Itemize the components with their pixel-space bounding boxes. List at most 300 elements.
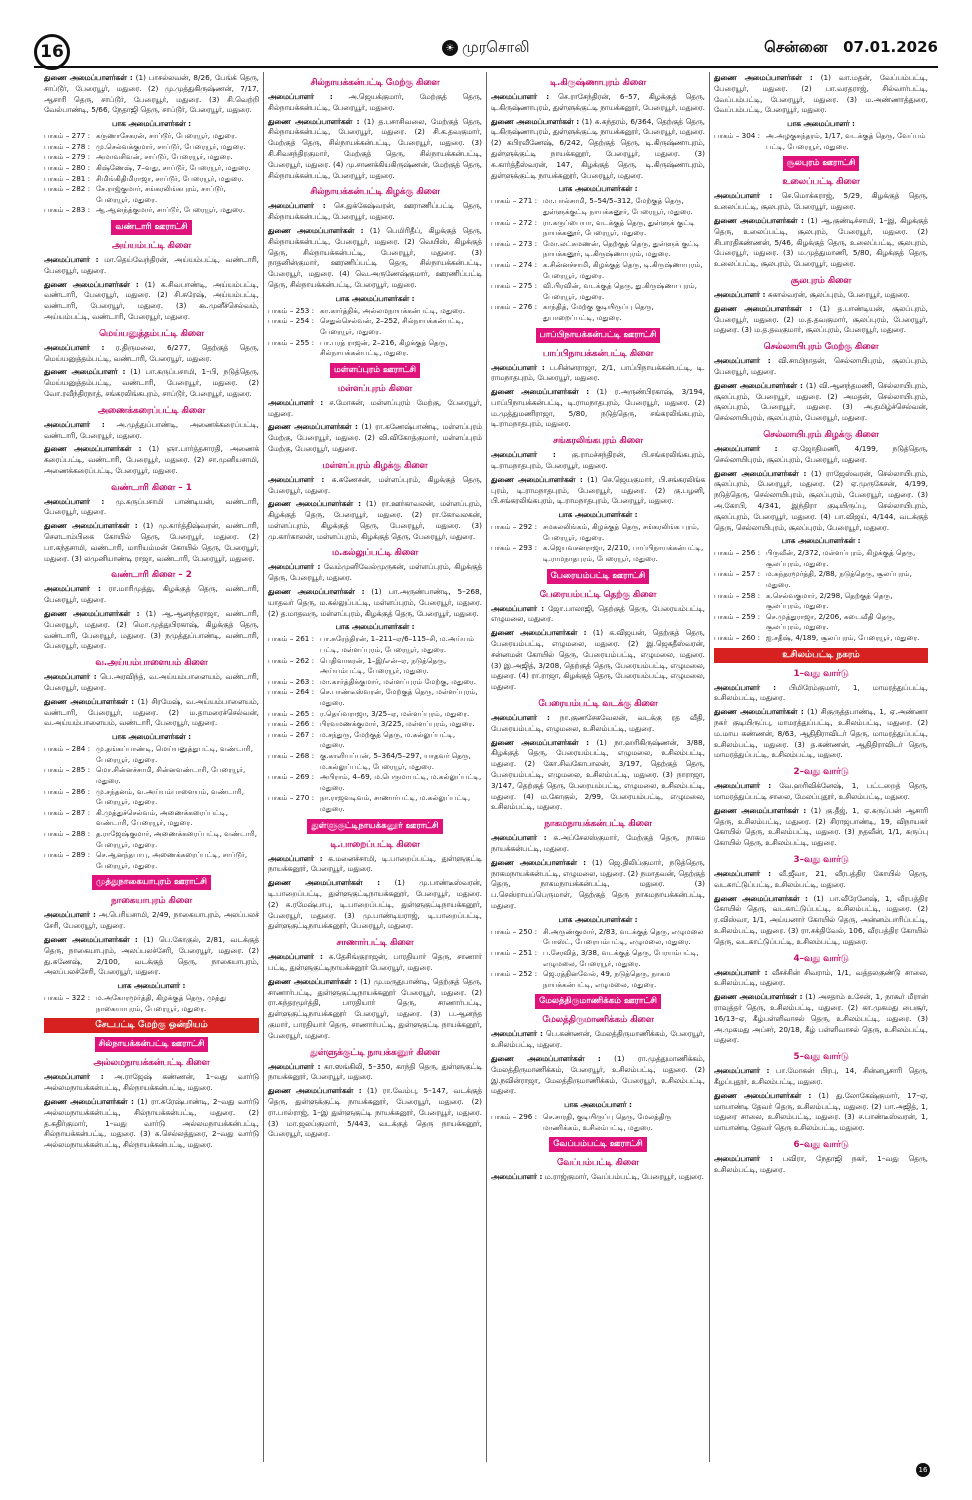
booth-organiser: மு.சந்தனம், வ.அய்யம்பாளையம், வண்டாரி, பேரையூர், மதுரை.: [96, 786, 244, 807]
member-entry: [44, 609, 259, 652]
booth-organiser: மு.தங்கப்பாண்டி, மெய்யனுத்துபட்டி, வண்டாரி, பேரையூர், மதுரை.: [96, 744, 254, 764]
member-entry: [491, 450, 705, 472]
booth-organisers-label: பாக அமைப்பாளர்கள் :: [335, 293, 415, 303]
booth-organisers-label: பாக அமைப்பாளர்கள் :: [335, 622, 415, 632]
member-entry: [491, 738, 705, 814]
booth-number: பாகம் – 269 :: [268, 772, 315, 782]
branch-heading: மள்ளப்புரம் கிளை: [337, 383, 413, 394]
role-label: துணை அமைப்பாளர்கள் :: [268, 976, 358, 986]
booth-number: பாகம் – 289 :: [44, 850, 91, 860]
role-label: அமைப்பாளர் :: [714, 356, 771, 366]
booth-organiser: மொ.சின்னச்சாமி, சின்னவண்டாரி, பேரையூர், மதுரை.: [96, 765, 246, 786]
branch-heading: நாகையாபுரம் கிளை: [110, 896, 193, 907]
panchayat-heading: சூலபுரம் ஊராட்சி: [783, 156, 860, 171]
booth-entry: [268, 338, 482, 359]
role-label: அமைப்பாளர் :: [491, 603, 545, 613]
member-entry: [714, 869, 928, 891]
booth-organiser: க.செல்வகுமார், 2/298, தெற்குத் தெரு, சூலப்புரம், மதுரை.: [766, 590, 893, 611]
booth-organiser: காந்தித், மேற்கு குடியிருப்பு தெரு, துபாறைப்பட்டி, மதுரை.: [543, 302, 654, 322]
role-label: அமைப்பாளர் :: [268, 853, 323, 863]
booth-organiser: ம.சுந்தரமூர்த்தி, 2/88, நடுத்தெரு, சூலப்புரம், மதுரை.: [766, 569, 912, 590]
booth-number: பாகம் – 322 :: [44, 993, 91, 1003]
role-label: அமைப்பாளர் :: [714, 289, 766, 299]
booth-entry: [44, 829, 259, 850]
member-details: (1) பெ.கோகுல், 2/81, வடக்குத் தெரு, நாகையாபுரம், அலப்பலச்சேரி, பேரையூர், மதுரை. (2) து.கணேஷ், 2/100, வடக்குத் தெரு, நாகையாபுரம், அலப்பலச்சேரி, பேரையூர், மதுரை.: [44, 934, 259, 977]
role-label: துணை அமைப்பாளர்கள் :: [44, 279, 139, 289]
header-divider: [34, 66, 938, 68]
member-details: செ.மொக்கராஜ், 5/29, கிழக்குத் தெரு, உலைப்பட்டி, சூலபுரம், பேரையூர், மதுரை.: [714, 191, 928, 212]
role-label: துணை அமைப்பாளர்கள் :: [714, 468, 807, 478]
member-details: (1) வி.ஆனந்தமணி, செல்லாயிபுரம், சூலப்புரம், பேரையூர், மதுரை. (2) அமதன், செல்லாயிபுரம், சூலப்புரம், பேரையூர், மதுரை. (3) அ.தமிழ்ச்செல்வன், செல்லாயிபுரம், சூலப்புரம், பேரையூர், மதுரை.: [714, 380, 928, 423]
union-heading: சேடபட்டி மேற்கு ஒன்றியம்: [44, 1018, 259, 1033]
booth-entry: [44, 163, 259, 174]
branch-heading: நாகமநாயக்கன்பட்டி கிளை: [544, 819, 652, 830]
role-label: துணை அமைப்பாளர்கள் :: [268, 587, 365, 597]
role-label: அமைப்பாளர் :: [491, 713, 550, 723]
branch-heading: செல்லாயிபுரம் மேற்கு கிளை: [763, 342, 879, 353]
member-details: (1) த.பசாசிவலை, மேற்குத் தெரு, சில்நாயக்கன்பட்டி, பேரையூர், மதுரை. (2) சி.க.தவகுமார், மேற்குத் தெரு, சில்நாயக்கன்பட்டி, பேரையூர், மதுரை. (3) சி.சிவசந்திரகுமார், மேற்குத் தெரு, சில்நாயக்கன்பட்டி, பேரையூர், மதுரை. (4) மு.சாணக்கியகிருஷ்ணன், மேற்குத் தெரு, சில்நாயக்கன்பட்டி, பேரையூர், மதுரை.: [268, 116, 482, 180]
role-label: அமைப்பாளர் :: [714, 781, 772, 791]
member-entry: [268, 475, 482, 497]
member-entry: [714, 806, 928, 849]
booth-entry: [491, 543, 705, 564]
role-label: அமைப்பாளர் :: [714, 443, 778, 453]
booth-entry: [268, 656, 482, 677]
role-label: அமைப்பாளர் :: [268, 952, 323, 962]
role-label: துணை அமைப்பாளர்கள் :: [491, 737, 589, 747]
member-entry: [491, 604, 705, 626]
member-details: மு.கருப்பசாமி பாண்டியன், வண்டாரி, பேரையூர், மதுரை.: [44, 496, 259, 517]
role-label: அமைப்பாளர் :: [268, 474, 325, 484]
booth-number: பாகம் – 264 :: [268, 687, 315, 697]
branch-heading: சூலபுரம் கிளை: [790, 275, 852, 286]
booth-number: பாகம் – 285 :: [44, 765, 91, 775]
member-details: (1) பா.கருப்பசாமி, 1–பி, நடுத்தெரு, மெய்யனுத்தம்பட்டி, வண்டாரி, பேரையூர், மதுரை. (2) வோ.ரவீந்திரநாத், சங்கரலிங்கபுரம், சாப்டூர், பேரையூர், மதுரை.: [44, 367, 259, 398]
role-label: அமைப்பாளர் :: [491, 833, 547, 843]
role-label: அமைப்பாளர் :: [268, 201, 326, 211]
member-entry: [268, 977, 482, 1042]
booth-entry: [44, 808, 259, 829]
booth-organiser: க.சின்னச்சாமி, கிழக்குத் தெரு, டி.கிருஷ்ணாபுரம், பேரையூர், மதுரை.: [543, 259, 703, 280]
member-details: அ.பெரியசாமி, 2/49, நாகையாபுரம், அலப்பலச் சேரி, பேரையூர், மதுரை.: [44, 910, 259, 931]
booth-entry: [44, 744, 259, 765]
booth-entry: [491, 1112, 705, 1133]
member-entry: [268, 226, 482, 291]
member-details: ப.சின்னராஜா, 2/1, பாப்பிநாயக்கன்பட்டி, டி. ராமநாதபுரம், பேரையூர், மதுரை.: [491, 362, 705, 383]
member-details: க.கணேசன், மள்ளப்புரம், கிழக்குத் தெரு, பேரையூர், மதுரை.: [268, 474, 482, 495]
role-label: அமைப்பாளர் :: [44, 342, 105, 352]
member-entry: [714, 1091, 928, 1134]
member-entry: [44, 521, 259, 564]
booth-number: பாகம் – 286 :: [44, 786, 91, 796]
column-2: [263, 72, 486, 1462]
booth-organisers-label: பாக அமைப்பாளர்கள் :: [781, 536, 861, 546]
role-label: அமைப்பாளர் :: [491, 1029, 543, 1039]
member-entry: [44, 1072, 259, 1094]
booth-entry: [491, 948, 705, 969]
booth-number: பாகம் – 271 :: [491, 196, 538, 206]
booth-number: பாகம் – 281 :: [44, 173, 91, 183]
role-label: துணை அமைப்பாளர்கள் :: [714, 1090, 812, 1100]
member-details: (1) த.பாண்டியன், சூலப்புரம், பேரையூர், மதுரை. (2) ம.த.தவகுமார், சூலப்புரம், பேரையூர், மதுரை. (3) ம.த.தவகுமார், சூலப்புரம், பேரையூர், மதுரை.: [714, 303, 928, 335]
member-entry: [714, 381, 928, 424]
member-entry: [714, 73, 928, 116]
branch-heading: 5–வது வார்டு: [793, 1052, 849, 1063]
member-details: அ.ராஜேஷ் கண்ணன், 1–வது வார்டு அல்லமநாயக்கன்பட்டி, சில்நாயக்கன்பட்டி, மதுரை.: [44, 1072, 259, 1093]
branch-heading: துள்ளுக்குட்டி நாயக்கனூர் கிளை: [310, 1047, 440, 1058]
member-entry: [268, 1086, 482, 1140]
member-entry: [714, 356, 928, 378]
member-entry: [714, 191, 928, 213]
member-details: (1) ரா.முத்துமாணிக்கம், மேலத்திருமாணிக்கம், பேரையூர், உசிலம்பட்டி, மதுரை. (2) இ.நவின்ராஜா, மேலத்திருமாணிக்கம், பேரையூர், உசிலம்பட்டி, மதுரை.: [491, 1053, 705, 1096]
booth-number: பாகம் – 277 :: [44, 131, 91, 141]
booth-entry: [491, 260, 705, 281]
booth-entry: [714, 131, 928, 152]
member-entry: [44, 73, 259, 116]
booth-number: பாகம் – 272 :: [491, 217, 538, 227]
footer-page-number: 16: [916, 1463, 930, 1477]
booth-entry: [44, 993, 259, 1014]
member-entry: [491, 1172, 705, 1183]
member-details: ரா.மாரிமுத்து, கிழக்குத் தெரு, வண்டாரி, பேரையூர், மதுரை.: [44, 584, 259, 605]
member-details: (1) பா.வீரேனேஷ், 1, வீரபத்திர கோயில் தெரு, வடகாட்டுப்பட்டி, உசிலம்பட்டி, மதுரை. (2) ர.விஸ்வா, 1/1, அய்யனார் கோயில் தெரு, அன்னம்பாரிப்பட்டி, உசிலம்பட்டி, மதுரை. (3) ரா.சக்திவேல், 106, வீரபத்திர கோயில் தெரு, வடகாட்டுப்பட்டி, உசிலம்பட்டி, மதுரை.: [714, 893, 928, 946]
branch-heading: டி.கிருஷ்ணாபுரம் கிளை: [549, 78, 647, 88]
role-label: அமைப்பாளர் :: [491, 1172, 543, 1182]
member-entry: [268, 562, 482, 584]
booth-number: பாகம் – 251 :: [491, 947, 538, 957]
booth-organiser: அ.அழகுசுந்தரம், 1/17, வடக்குத் தெரு, வேப்பம் பட்டி, பேரையூர், மதுரை.: [766, 131, 926, 151]
role-label: துணை அமைப்பாளர்கள் :: [44, 696, 135, 706]
booth-organisers-label: பாக அமைப்பாளர்கள் :: [111, 119, 192, 129]
booth-entry: [268, 730, 482, 751]
rising-sun-logo-icon: ☀: [442, 40, 458, 56]
member-entry: [714, 444, 928, 466]
booth-entry: [714, 591, 928, 612]
member-details: செ.துக்கேஷ்வரன், ஊராணிப்பட்டி தெரு, சில்நாயக்கன்பட்டி, பேரையூர், மதுரை.: [268, 201, 482, 222]
member-details: (1) செ.ஜெயகுமார், பி.சங்கரலிங்க புரம், டி.ராமநாதபுரம், பேரையூர், மதுரை. (2) கு.பழனி, பி.சங்கரலிங்கபுரம், டி.ராமநாதபுரம், பேரையூர், மதுரை.: [491, 474, 705, 506]
booth-organiser: அமாவசிவன், சாப்டூர், பேரையூர், மதுரை.: [96, 152, 233, 162]
booth-entry: [268, 751, 482, 772]
member-entry: [268, 587, 482, 619]
member-entry: [491, 475, 705, 507]
member-details: கா.ஸங்கிலி, 5–350, காந்தி தெரு, துள்ளுகுட்டி நாயக்கனூர், பேரையூர், மதுரை.: [268, 1061, 482, 1082]
booth-number: பாகம் – 276 :: [491, 302, 538, 312]
booth-entry: [491, 302, 705, 323]
booth-organiser: ம.சந்துரு, மேற்குத் தெரு, ம.கல்லுப்பட்டி, மதுரை.: [320, 729, 456, 750]
role-label: அமைப்பாளர் :: [44, 672, 97, 682]
member-entry: [714, 781, 928, 803]
booth-organiser: செ.சாரதி, குடியிருப்பு தெரு, மேலத்திரு மாணிக்கம், உசிலம்பட்டி, மதுரை.: [543, 1112, 672, 1132]
booth-organiser: சமகலலிங்கம், கிழக்குத் தெரு, சங்கரலிங்க புரம், பேரையூர், மதுரை.: [543, 522, 700, 542]
panchayat-heading: முத்துநாகையாபுரம் ஊராட்சி: [92, 875, 211, 890]
member-entry: [714, 707, 928, 761]
city-name: சென்னை: [764, 38, 828, 56]
booth-number: பாகம் – 282 :: [44, 184, 91, 194]
issue-date: 07.01.2026: [843, 38, 938, 56]
role-label: துணை அமைப்பாளர்கள் :: [268, 225, 364, 235]
role-label: துணை அமைப்பாளர்கள் :: [44, 521, 138, 531]
branch-heading: மேலத்திருமாணிக்கம் கிளை: [542, 1015, 654, 1026]
booth-number: பாகம் – 283 :: [44, 205, 91, 215]
booth-organiser: செ.பாண்டீஸ்வரன், மேற்குத் தெரு, மள்ளப்புரம், மதுரை.: [320, 687, 478, 708]
booth-organiser: கருணாசேகரன், சாப்டூர், பேரையூர், மதுரை.: [96, 131, 238, 141]
branch-heading: 1–வது வார்டு: [793, 668, 849, 679]
member-entry: [491, 363, 705, 385]
booth-entry: [44, 850, 259, 871]
panchayat-heading: சில்நாயக்கன்பட்டி ஊராட்சி: [95, 1037, 209, 1052]
member-entry: [268, 398, 482, 420]
role-label: துணை அமைப்பாளர்கள் :: [268, 499, 362, 509]
branch-heading: உலைப்பட்டி கிளை: [782, 177, 860, 188]
role-label: அமைப்பாளர் :: [714, 682, 777, 692]
member-entry: [714, 1066, 928, 1088]
member-entry: [714, 968, 928, 990]
branch-heading: செல்லாயிபுரம் கிழக்கு கிளை: [763, 429, 879, 440]
booth-entry: [491, 522, 705, 543]
member-details: வி.சாமிநாதன், செல்லாயிபுரம், சூலப்புரம், பேரையூர், மதுரை.: [714, 356, 929, 376]
member-details: (1) வா.மதன், வேப்பம்பட்டி, பேரையூர், மதுரை. (2) பா.வரதராஜ், சில்வார்பட்டி, வேப்பம்பட்டி, பேரையூர், மதுரை. (3) ம.அண்ணாத்துரை, வேப்பம்பட்டி, பேரையூர், மதுரை.: [714, 73, 928, 115]
member-details: பிமிரேம்குமார், 1, மாமரத்துப்பட்டி, உசிலம்பட்டி, மதுரை.: [714, 682, 928, 703]
booth-number: பாகம் – 270 :: [268, 793, 315, 803]
panchayat-heading: மேலத்திருமாணிக்கம் ஊராட்சி: [535, 994, 661, 1009]
booth-number: பாகம் – 267 :: [268, 729, 315, 739]
booth-organiser: சே.ராஜ்குமார், சங்கரலிங்கபுரம், சாப்டூர், பேரையூர், மதுரை.: [96, 184, 226, 204]
booth-organiser: மா.கார்த்திக்குமார், மள்ளப்புரம் மேற்கு, மதுரை.: [320, 676, 477, 686]
role-label: துணை அமைப்பாளர்கள் :: [714, 380, 803, 390]
member-entry: [714, 894, 928, 948]
role-label: துணை அமைப்பாளர்கள் :: [714, 303, 813, 313]
booth-organisers-label: பாக அமைப்பாளர்கள் :: [558, 184, 638, 194]
member-entry: [44, 910, 259, 932]
member-details: ம.ராஜ்குமார், வேப்பம்பட்டி, பேரையூர், மதுரை.: [544, 1172, 704, 1182]
branch-heading: அல்லமநாயக்கன்பட்டி கிளை: [93, 1058, 210, 1069]
role-label: அமைப்பாளர் :: [268, 92, 333, 101]
panchayat-heading: வண்டாரி ஊராட்சி: [111, 220, 191, 235]
member-details: க.மனைச்சாமி, டி.பாறைப்பட்டி, துள்ளுகுட்டி நாயக்கனூர், பேரையூர், மதுரை.: [268, 853, 482, 874]
booth-organisers-label: பாக அமைப்பாளர்கள் :: [558, 510, 638, 520]
role-label: துணை அமைப்பாளர்கள் :: [44, 73, 133, 82]
booth-number: பாகம் – 292 :: [491, 522, 538, 532]
role-label: அமைப்பாளர் :: [268, 1061, 321, 1071]
booth-entry: [44, 142, 259, 153]
booth-organiser: ம.அகோரமூர்த்தி, கிழக்குத் தெரு, முத்து நாகையாபுரம், பேரையூர், மதுரை.: [96, 993, 227, 1013]
booth-entry: [44, 152, 259, 163]
column-4: [709, 72, 932, 1462]
role-label: துணை அமைப்பாளர்கள் :: [44, 934, 138, 944]
member-entry: [491, 1054, 705, 1097]
branch-heading: 4–வது வார்டு: [793, 953, 849, 964]
member-details: (1) ஆ.ஆனந்தராஜா, வண்டாரி, பேரையூர், மதுரை. (2) மொ.முத்துபிரகாஷ், கிழக்குத் தெரு, வண்டாரி, பேரையூர், மதுரை. (3) நமுத்துப்பாண்டி, வண்டாரி, பேரையூர், மதுரை.: [44, 609, 259, 651]
member-entry: [491, 1029, 705, 1051]
branch-heading: 2–வது வார்டு: [793, 767, 849, 778]
role-label: அமைப்பாளர் :: [44, 254, 99, 264]
member-details: கு.ராமச்சந்திரன், பி.சங்கரலிங்கபுரம், டி.ராமநாதபுரம், பேரையூர், மதுரை.: [491, 450, 705, 471]
role-label: துணை அமைப்பாளர்கள் :: [714, 992, 803, 1002]
booth-number: பாகம் – 260 :: [714, 633, 761, 643]
member-details: (1) சிரமேஷ், வ.அய்யம்பாளையம், வண்டாரி, பேரையூர், மதுரை. (2) ம.தாமரைச்செல்வன், வ.அய்யம்பாளையம், வண்டாரி, பேரையூர், மதுரை.: [44, 696, 259, 728]
member-entry: [714, 290, 928, 301]
booth-number: பாகம் – 273 :: [491, 238, 538, 248]
role-label: அமைப்பாளர் :: [268, 397, 324, 407]
booth-number: பாகம் – 256 :: [714, 548, 761, 558]
member-entry: [268, 92, 482, 114]
member-details: மா.தெய்வேந்திரன், அய்யம்பட்டி, வண்டாரி, பேரையூர், மதுரை.: [44, 254, 260, 275]
booth-organiser: ர.தெய்வராஜா, 3/25–ஏ, மள்ளப்புரம், மதுரை.: [320, 708, 470, 718]
member-entry: [44, 420, 259, 442]
column-1: [40, 72, 263, 1462]
panchayat-heading: பேரையம்பட்டி ஊராட்சி: [547, 569, 650, 584]
member-details: (1) து.லோகேஷ்குமார், 17–ஏ, மாயாண்டி தேவர் தெரு, உசிலம்பட்டி, மதுரை. (2) பா.அஜித், 1, மதுரை சாலை, உசிலம்பட்டி, மதுரை. (3) ச.பாண்டீஸ்வரன், 1, மாயாண்டி தேவர் தெரு உசிலம்பட்டி, மதுரை.: [714, 1090, 928, 1133]
booth-entry: [491, 969, 705, 990]
booth-organiser: நா.ராஜவடிவம், சாணார்பட்டி, ம.கல்லுப்பட்டி, மதுரை.: [320, 793, 471, 813]
booth-number: பாகம் – 284 :: [44, 744, 91, 754]
branch-heading: ம.கல்லுப்பட்டி கிளை: [331, 548, 419, 559]
role-label: துணை அமைப்பாளர்கள் :: [491, 387, 590, 397]
role-label: அமைப்பாளர் :: [491, 92, 550, 101]
member-entry: [491, 713, 705, 735]
branch-heading: அணைக்கரைப்பட்டி கிளை: [97, 405, 206, 416]
member-entry: [44, 444, 259, 476]
booth-number: பாகம் – 274 :: [491, 259, 538, 269]
booth-number: பாகம் – 258 :: [714, 590, 761, 600]
booth-entry: [268, 677, 482, 688]
booth-entry: [44, 174, 259, 185]
dateline: [764, 38, 938, 58]
role-label: துணை அமைப்பாளர்கள் :: [44, 609, 140, 619]
booth-entry: [491, 218, 705, 239]
role-label: துணை அமைப்பாளர் :: [44, 367, 126, 377]
column-3: [486, 72, 709, 1462]
paper-name: முரசொலி: [462, 38, 530, 56]
role-label: துணை அமைப்பாளர்கள் :: [268, 1086, 362, 1096]
booth-organiser: பிருவீன், 2/372, மள்ளப்புரம், கிழக்குத் தெரு, சூலப்புரம், மதுரை.: [766, 548, 916, 568]
role-label: துணை அமைப்பாளர்கள் :: [44, 444, 142, 454]
branch-heading: சில்நாயக்கன்பட்டி மேற்கு கிளை: [310, 78, 440, 88]
role-label: துணை அமைப்பாளர்கள் :: [714, 805, 807, 815]
role-label: துணை அமைப்பாளர்கள் :: [491, 474, 583, 484]
booth-number: பாகம் – 279 :: [44, 152, 91, 162]
member-entry: [44, 584, 259, 606]
role-label: அமைப்பாளர் :: [714, 1066, 770, 1076]
member-details: ஜோ.பாலாஜி, தெற்குத் தெரு, பேரையம்பட்டி, எழுமலை, மதுரை.: [491, 603, 705, 624]
booth-entry: [268, 306, 482, 317]
branch-heading: பேரையம்பட்டி தெற்கு கிளை: [539, 589, 657, 600]
member-details: (1) ரா.கணேஷ்பாண்டி, மள்ளப்புரம் மேற்கு, பேரையூர், மதுரை. (2) வி.விகோத்குமார், மள்ளப்புரம் மேற்கு, பேரையூர், மதுரை.: [268, 422, 482, 453]
member-entry: [714, 216, 928, 270]
role-label: துணை அமைப்பாளர்கள் :: [268, 116, 360, 126]
booth-organiser: ஜெ.ரத்தினவேல், 49, நடுத்தெரு, நாகம நாயக்கன்பட்டி, எழுமலை, மதுரை.: [543, 969, 671, 989]
booth-number: பாகம் – 304 :: [714, 131, 761, 141]
branch-heading: 3–வது வார்டு: [793, 855, 849, 865]
booth-organiser: ப.சேரவித், 3/38, வடக்குத் தெரு, பேரயம்பட்டி, எழுமலை, பேரையூர், மதுரை.: [543, 947, 699, 968]
member-details: (1) பா.அருண்பாண்டி, 5–268, யாதவர் தெரு, ம.கல்லுப்பட்டி, மள்ளப்புரம், பேரையூர், மதுரை. (2) த.மாதவரு, மள்ளப்புரம், கிழக்குத் தெரு, பேரையூர், மதுரை.: [268, 587, 482, 618]
member-details: (1) சு.கந்தரம், 6/364, தெற்குத் தெரு, டி.கிருஷ்ணாபுரம், துள்ளுக்குட்டி நாயக்கனூர், பேரையூர், மதுரை. (2) கபிரவீணேஷ், 6/242, தெற்குத் தெரு, டி.கிருஷ்ணாபுரம், துள்ளுக்குட்டி நாயக்கனூர், பேரையூர், மதுரை. (3) சு.கார்த்தீஸ்வரன், 147, கிழக்குத் தெரு, டி.கிருஷ்ணாபுரம், துள்ளுக்குட்டி நாயக்கனூர், பேரையூர், மதுரை.: [491, 116, 705, 180]
member-details: அ.ஜெயக்குமார், மேற்குத் தெரு, சில்நாயக்கன்பட்டி, பேரையூர், மதுரை.: [268, 92, 482, 112]
booth-organisers-label: பாக அமைப்பாளர்கள் :: [558, 914, 638, 924]
booth-entry: [44, 787, 259, 808]
booth-organisers-label: பாக அமைப்பாளர் :: [117, 981, 186, 991]
booth-number: பாகம் – 261 :: [268, 634, 315, 644]
panchayat-heading: பாப்பிநாயக்கன்பட்டி ஊராட்சி: [536, 328, 661, 343]
member-details: வேம்முனிவேல்முருகன், மள்ளப்புரம், கிழக்குத் தெரு, பேரையூர், மதுரை.: [268, 562, 482, 583]
member-details: பவிரா, நேதாஜி நகர், 1–வது தெரு, உசிலம்பட்டி, மதுரை.: [714, 1153, 928, 1174]
booth-entry: [491, 196, 705, 217]
booth-number: பாகம் – 253 :: [268, 305, 315, 315]
member-details: (1) மு.கார்த்திஷ்வரன், வண்டாரி, சௌடாம்பிகை கோயில் தெரு, பேரையூர், மதுரை. (2) பா.கந்தசாமி, வண்டாரி, மாரியம்மன் கோயில் தெரு, பேரையூர், மதுரை. (3) லமுனியாண்டி ராஜா, வண்டாரி, பேரையூர், மதுரை.: [44, 521, 259, 563]
member-details: செ.ராசேந்திரன், 6–57, கிழக்குத் தெரு, டி.கிருஷ்ணாபுரம், துள்ளுக்குட்டி நாயக்கனூர், பேரையூர், மதுரை.: [491, 92, 706, 112]
role-label: அமைப்பாளர் :: [44, 496, 105, 506]
member-details: (1) ஞா.பார்த்தசாரதி, அணைக் கரைப்பட்டி, வண்டாரி, பேரையூர், மதுரை. (2) சா.முனியசாமி, அணைக்கரைப்பட்டி, பேரையூர், மதுரை.: [44, 444, 259, 475]
member-entry: [44, 367, 259, 399]
role-label: துணை அமைப்பாளர்கள் :: [491, 1053, 601, 1063]
role-label: துணை அமைப்பாளர்கள் :: [44, 1096, 134, 1106]
booth-organiser: மோ.லட்சுமணன், தெற்குத் தெரு, துள்ளுக் குட்டி நாயக்கனூர், டி.கிருஷ்ணாபுரம், மதுரை.: [543, 238, 700, 259]
member-details: (1) சிகுருத்தபாண்டி, 1, ஏ.அண்ணா நகர் குடியிருப்பு, மாமரத்துப்பட்டி, உசிலம்பட்டி, மதுரை. (2) ம.மாய கண்ணன், 8/63, ஆதிதிராவிடர் தெரு, மாமரத்துப்பட்டி, உசிலம்பட்டி, மதுரை. (3) த.கண்ணன், ஆதிதிராவிடர் தெரு, மாமரத்துப்பட்டி, உசிலம்பட்டி, மதுரை.: [714, 707, 928, 760]
member-entry: [268, 117, 482, 182]
member-details: (1) ரா.வேம்பு, 5–147, வடக்குத் தெரு, துள்ளுக்குட்டி நாயக்கனூர், பேரையூர், மதுரை. (2) ரா.பால்ராஜ், 1–இ துள்ளுகுட்டி நாயக்கனூர், பேரையூர், மதுரை. (3) மா.ஜலப்குமார், 5/443, வடக்குத் தெரு நாயக்கனூர், பேரையூர், மதுரை.: [268, 1086, 482, 1139]
member-details: ர.திருமலை, 6/277, தெற்குத் தெரு, மெய்யனுத்தம்பட்டி, வண்டாரி, பேரையூர், மதுரை.: [44, 342, 259, 363]
member-details: (1) நா.ஹரிகிருஷ்ணன், 3/88, கிழக்குத் தெரு, பேரையம்பட்டி, எழுமலை, உசிலம்பட்டி, மதுரை. (2) கோ.சிவகோபாலன், 3/197, தெற்குத் தெரு, பேரையம்பட்டி, எழுமலை, உசிலம்பட்டி, மதுரை. (3) நாராஜா, 3/147, தெற்குத் தெரு, பேரையம்பட்டி, எழுமலை, உசிலம்பட்டி, மதுரை. (4) ம.கோகுல், 2/99, பேரையம்பட்டி, எழுமலை, உசிலம்பட்டி, மதுரை.: [491, 737, 705, 812]
member-details: (1) மு.மருதுபாண்டி, தெற்குத் தெரு, சாணார்பட்டி, துள்ளுகுட்டிநாயக்கனூர் பேரையூர், மதுரை. (2) ரா.சுந்தரமூர்த்தி, பாரதியார் தெரு, சாணார்பட்டி, துள்ளுகுட்டிநாயக்கனூர் பேரையூர், மதுரை. (3) ப.ஆனந்த குமார், பாரதியார் தெரு, சாணார்பட்டி, துள்ளுகுட்டி நாயக்கனூர், பேரையூர், மதுரை.: [268, 976, 482, 1040]
member-entry: [44, 697, 259, 729]
booth-entry: [491, 239, 705, 260]
article-columns: [40, 72, 932, 1462]
role-label: அமைப்பாளர் :: [44, 419, 105, 429]
member-entry: [714, 1154, 928, 1176]
role-label: துணை அமைப்பாளர்கள் :: [268, 878, 380, 888]
booth-number: பாகம் – 250 :: [491, 926, 538, 936]
member-details: (1) மு.பாண்டீஸ்வரன், டி.பாறைப்பட்டி, துள்ளுகுட்டிநாயக்கனூர், பேரையூர், மதுரை. (2) சு.ரமேஷ்பாபு, டி.பாறைப்பட்டி, துள்ளுகுட்டிநாயக்கனூர், பேரையூர், மதுரை. (3) மு.பாண்டியராஜ், டி.பாறைப்பட்டி, துள்ளுகுட்டிநாயக்கனூர், பேரையூர், மதுரை.: [268, 878, 482, 931]
booth-entry: [268, 719, 482, 730]
booth-organiser: பிரவமணக்குமார், 3/225, மள்ளப்புரம், மதுரை.: [320, 719, 475, 729]
booth-entry: [268, 772, 482, 793]
role-label: அமைப்பாளர் :: [268, 562, 321, 572]
booth-number: பாகம் – 296 :: [491, 1112, 538, 1122]
booth-organiser: மு.செல்வக்குமார், சாப்டூர், பேரையூர், மதுரை.: [96, 141, 246, 151]
booth-organiser: கி.முத்துச்செல்வம், அணைக்கரைப்பட்டி, வண்டாரி, பேரையூர், மதுரை.: [96, 807, 228, 828]
booth-organiser: கிஷ்ணேஷ், 7–வது, சாப்டூர், பேரையூர், மதுரை.: [96, 162, 251, 172]
booth-number: பாகம் – 268 :: [268, 751, 315, 760]
booth-entry: [268, 634, 482, 655]
booth-number: பாகம் – 275 :: [491, 281, 538, 291]
member-details: சுகால்வரன், சூலப்புரம், பேரையூர், மதுரை.: [767, 289, 910, 299]
booth-entry: [714, 633, 928, 644]
booth-organiser: செ.ஆனந்தபாபு, அணைக்கரைப்பட்டி, சாப்டூர், பேரையூர், மதுரை.: [96, 850, 248, 870]
member-details: (1) பெமிரிதீப், கிழக்குத் தெரு, சில்நாயக்கன்பட்டி, பேரையூர், மதுரை. (2) வெயிஸ், கிழக்குத் தெரு, சில்நாயக்கன்பட்டி, பேரையூர், மதுரை. (3) நாதனின்குமார், ஊரணிப்பட்டி தெரு, சில்நாயக்கன்பட்டி, பேரையூர், மதுரை. (4) வெ.அருணேஷ்குமார், ஊரணிப்பட்டி தெரு, சில்நாயக்கன்பட்டி, பேரையூர், மதுரை.: [268, 225, 482, 289]
booth-organisers-label: பாக அமைப்பாளர் :: [787, 119, 855, 129]
branch-heading: சில்நாயக்கன்பட்டி கிழக்கு கிளை: [310, 187, 440, 198]
member-entry: [268, 422, 482, 454]
member-details: (1) க.விஜயன், தெற்குத் தெரு, பேரையம்பட்டி, எழுமலை, மதுரை. (2) இ.ஜெகதீஸ்வரன், சன்னமன் கோயில் தெரு, பேரையம்பட்டி, எழுமலை, மதுரை. (3) இ.அஜித், 3/208, தெற்குத் தெரு, பேரையம்பட்டி, எழுமலை, மதுரை. (4) ரா.ராஜா, கிழக்குத் தெரு, பேரையம்பட்டி, எழுமலை, மதுரை.: [491, 628, 705, 692]
booth-organiser: கா.கார்த்திக், அல்லமநாயக்கன்பட்டி, மதுரை.: [320, 305, 466, 315]
branch-heading: வ.அய்யம்பாளையம் கிளை: [95, 658, 208, 669]
booth-organiser: க.ஜெயவசனராஜா, 2/210, பாப்பிநாயக்கன்பட்டி, டி.ராமநாதபுரம், பேரையூர், மதுரை.: [543, 543, 704, 564]
booth-organiser: அபிராம், 4–69, ம.பெருமாபட்டி, ம.கல்லுப்பட்டி, மதுரை.: [320, 772, 482, 792]
member-details: (1) கு.தீஜ், 1, ஏ.கருப்பன் ஆசாரி தெரு, உசிலம்பட்டி, மதுரை. (2) சிராஜபாண்டி, 19, விநாயகர் கோயில் தெரு, உசிலம்பட்டி, மதுரை. (3) நதவீன், 1/1, கருப்பு கோயில் தெரு, உசிலம்பட்டி, மதுரை.: [714, 805, 928, 848]
member-entry: [268, 854, 482, 876]
branch-heading: பேரையம்பட்டி வடக்கு கிளை: [538, 699, 658, 710]
member-entry: [268, 201, 482, 223]
role-label: அமைப்பாளர் :: [491, 450, 556, 460]
booth-entry: [714, 612, 928, 633]
member-details: பெ.அரவிந்த், வ.அய்யம்பாளையம், வண்டாரி, பேரையூர், மதுரை.: [44, 672, 259, 693]
branch-heading: சாணார்பட்டி கிளை: [336, 938, 414, 949]
member-details: (1) ஜெ.திலிப்குமார், நடுத்தெரு, நாகமநாயக்கன்பட்டி, எழுமலை, மதுரை. (2) நமாதவன், தெற்குத் தெரு, நாகமநாயக்கன்பட்டி, மதுரை. (3) ப.செஸ்ராயப்பெருமாள், தெற்குத் தெரு நாகமநாயக்கன்பட்டி, மதுரை.: [491, 857, 705, 910]
booth-number: பாகம் – 280 :: [44, 162, 91, 172]
member-entry: [268, 1062, 482, 1084]
member-entry: [268, 499, 482, 542]
member-entry: [491, 387, 705, 430]
